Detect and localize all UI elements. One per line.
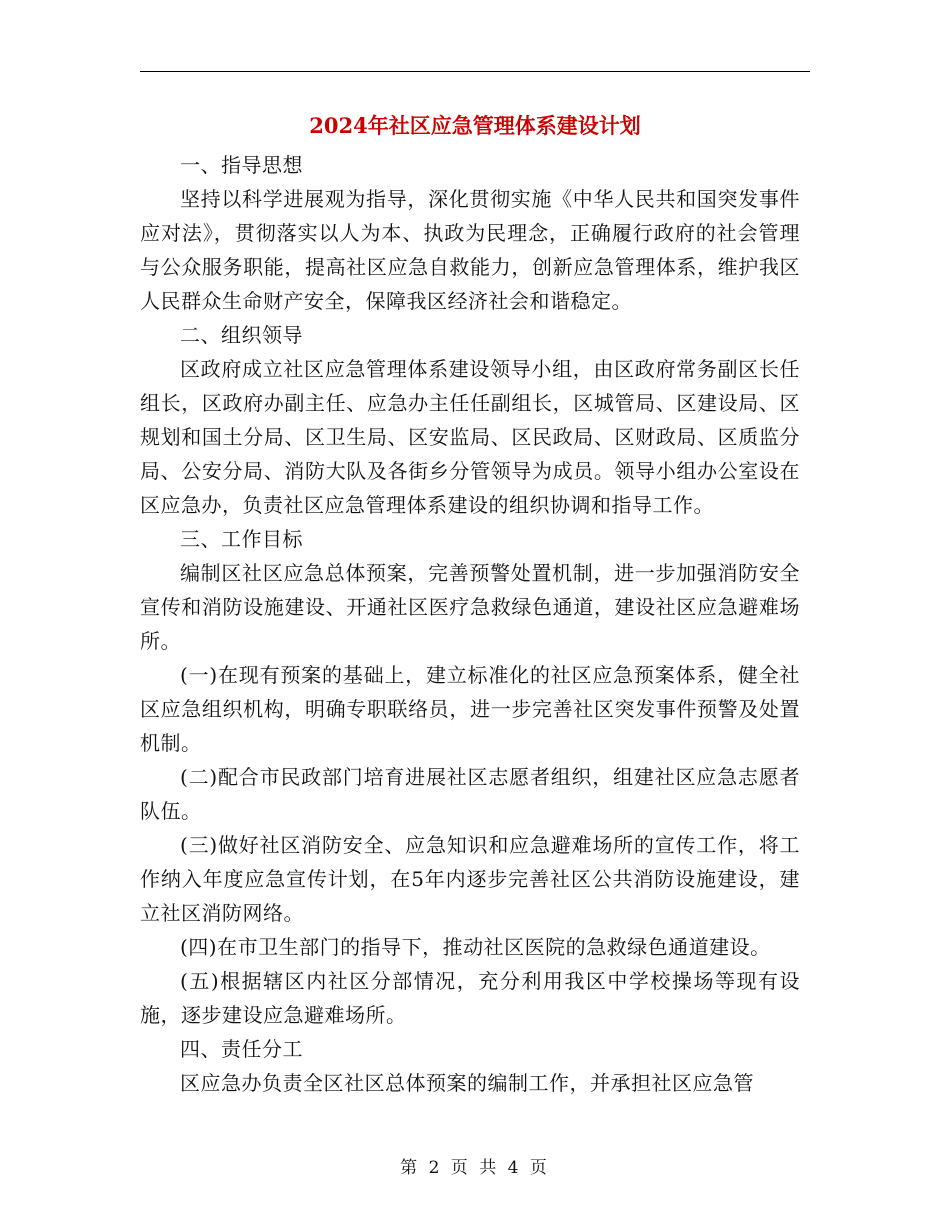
paragraph-item-5: (五)根据辖区内社区分部情况，充分利用我区中学校操场等现有设施，逐步建设应急避难场所。	[140, 969, 800, 1027]
section-heading-guiding-ideology: 一、指导思想	[180, 153, 303, 177]
section-heading-work-goals: 三、工作目标	[180, 527, 303, 551]
paragraph-item-3: (三)做好社区消防安全、应急知识和应急避难场所的宣传工作，将工作纳入年度应急宣传计划，在5年内逐步完善社区公共消防设施建设，建立社区消防网络。	[140, 833, 800, 925]
paragraph: 坚持以科学进展观为指导，深化贯彻实施《中华人民共和国突发事件应对法》，贯彻落实以人为本、执政为民理念，正确履行政府的社会管理与公众服务职能，提高社区应急自救能力，创新应急管理体系，维护我区人民群众生命财产安全，保障我区经济社会和谐稳定。	[140, 187, 800, 313]
document-title: 2024年社区应急管理体系建设计划	[309, 113, 641, 138]
paragraph-item-1: (一)在现有预案的基础上，建立标准化的社区应急预案体系，健全社区应急组织机构，明确专职联络员，进一步完善社区突发事件预警及处置机制。	[140, 663, 800, 755]
document-body	[140, 148, 800, 1100]
page-footer: 第 2 页 共 4 页	[400, 1158, 550, 1178]
header-rule	[140, 71, 810, 72]
section-heading-responsibilities: 四、责任分工	[180, 1037, 303, 1061]
paragraph-item-4: (四)在市卫生部门的指导下，推动社区医院的急救绿色通道建设。	[180, 935, 771, 959]
paragraph: 区应急办负责全区社区总体预案的编制工作，并承担社区应急管	[180, 1071, 754, 1095]
paragraph-item-2: (二)配合市民政部门培育进展社区志愿者组织，组建社区应急志愿者队伍。	[140, 765, 800, 823]
section-heading-organization: 二、组织领导	[180, 323, 303, 347]
paragraph: 区政府成立社区应急管理体系建设领导小组，由区政府常务副区长任组长，区政府办副主任、应急办主任任副组长，区城管局、区建设局、区规划和国土分局、区卫生局、区安监局、区民政局、区财政局、区质监分局、公安分局、消防大队及各街乡分管领导为成员。领导小组办公室设在区应急办，负责社区应急管理体系建设的组织协调和指导工作。	[140, 357, 800, 517]
paragraph: 编制区社区应急总体预案，完善预警处置机制，进一步加强消防安全宣传和消防设施建设、开通社区医疗急救绿色通道，建设社区应急避难场所。	[140, 561, 800, 653]
